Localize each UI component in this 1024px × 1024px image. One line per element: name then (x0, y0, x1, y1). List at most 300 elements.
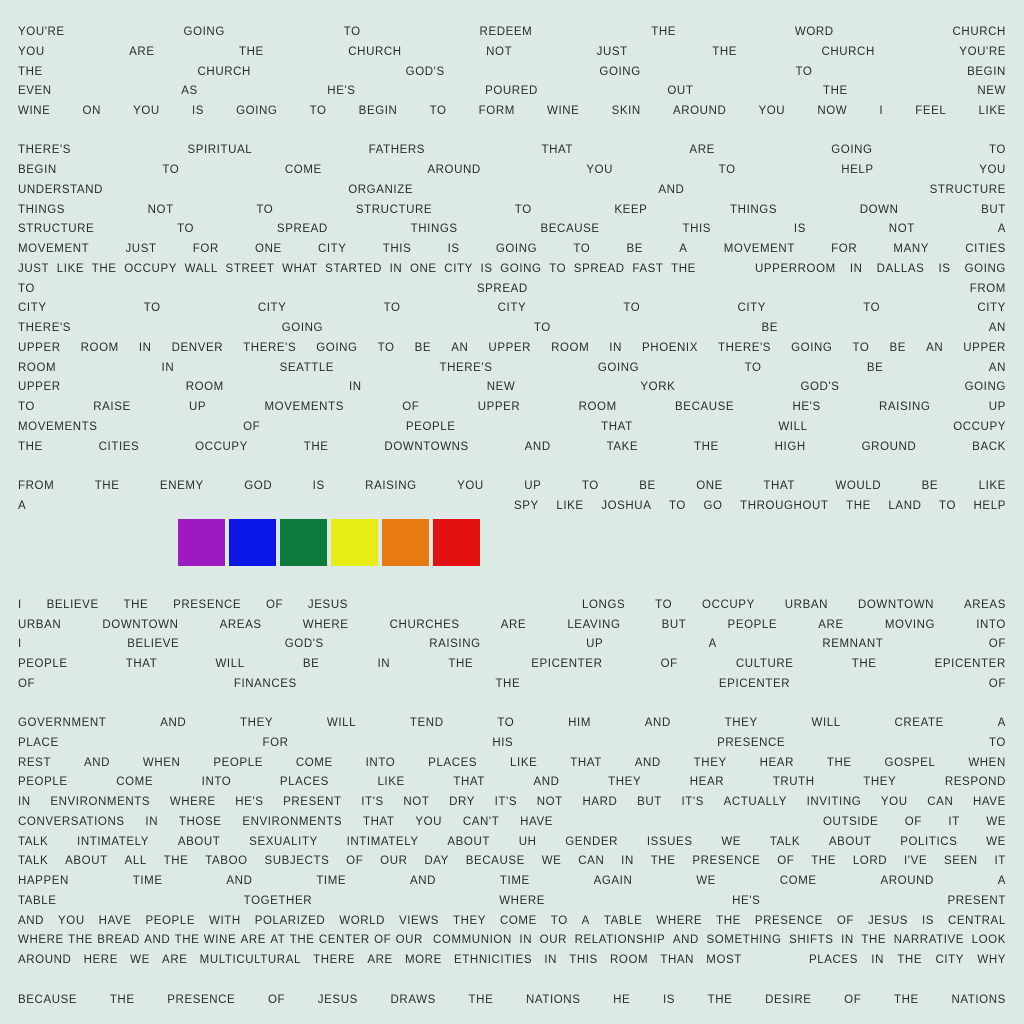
word: PEOPLE (405, 421, 456, 433)
word: TO (18, 283, 35, 295)
word: RAISE (93, 401, 131, 413)
word: TO (669, 500, 686, 512)
word: GOING (791, 342, 833, 354)
word: LOOK (971, 934, 1006, 946)
word: REST (18, 757, 52, 769)
word: TOGETHER (243, 895, 313, 907)
swatch-purple (178, 519, 225, 566)
word: CITY (18, 302, 47, 314)
word: LIKE (377, 776, 405, 788)
word: PRESENCE (754, 915, 823, 927)
text-line-segment (433, 934, 1006, 946)
word: TO (573, 243, 591, 255)
word: WE (986, 816, 1006, 828)
word: GO (703, 500, 723, 512)
word: WHY (977, 954, 1006, 966)
word: AND (226, 875, 253, 887)
word: AND (658, 184, 685, 196)
word: PEOPLE (18, 658, 68, 670)
word: SOMETHING (706, 934, 782, 946)
word: THE (851, 658, 877, 670)
word: FORM (478, 105, 515, 117)
word: ONE (696, 480, 723, 492)
word: FOR (831, 243, 858, 255)
word: ROOM (610, 954, 649, 966)
word: CITY (977, 302, 1006, 314)
word: IN (389, 263, 403, 275)
word: THROUGHOUT (740, 500, 829, 512)
word: PRESENCE (167, 994, 236, 1006)
word: HE'S (792, 401, 821, 413)
word: CAN (578, 855, 605, 867)
word: A (679, 243, 688, 255)
word: URBAN (18, 619, 62, 631)
word: COME (295, 757, 333, 769)
word: COME (116, 776, 154, 788)
word: POLITICS (900, 836, 958, 848)
text-line (18, 893, 1006, 909)
word: BE (889, 342, 907, 354)
word: WINE (203, 934, 237, 946)
word: HAVE (520, 816, 553, 828)
word: NATIONS (526, 994, 581, 1006)
text-line (18, 340, 1006, 356)
word: THEY (608, 776, 642, 788)
word: FROM (969, 283, 1006, 295)
word: INTIMATELY (346, 836, 419, 848)
word: THE (826, 757, 852, 769)
word: BACK (972, 441, 1006, 453)
word: BEGIN (967, 66, 1006, 78)
word: AROUND (427, 164, 481, 176)
word: OCCUPY (702, 599, 755, 611)
word: OF (988, 678, 1006, 690)
swatch-green (280, 519, 327, 566)
word: THERE (313, 954, 356, 966)
word: A (997, 875, 1006, 887)
word: WE (541, 855, 562, 867)
word: IT (994, 855, 1006, 867)
word: GOD'S (405, 66, 445, 78)
word: FOR (262, 737, 289, 749)
text-line (18, 182, 1006, 198)
word: WHERE (302, 619, 349, 631)
word: YOU (415, 816, 443, 828)
word: I (18, 599, 22, 611)
word: RESPOND (944, 776, 1006, 788)
word: AND (672, 934, 699, 946)
text-line (18, 755, 1006, 771)
word: MOVING (884, 619, 936, 631)
word: STREET (225, 263, 275, 275)
word: WILL (215, 658, 245, 670)
word: UPPER (18, 342, 61, 354)
text-line (18, 162, 1006, 178)
word: CITY (444, 263, 473, 275)
text-line (18, 320, 1006, 336)
word: TO (581, 480, 599, 492)
word: BUT (981, 204, 1006, 216)
word: TO (550, 915, 568, 927)
word: CAN (927, 796, 954, 808)
word: IT'S (681, 796, 704, 808)
word: GOING (597, 362, 640, 374)
word: LIKE (978, 480, 1006, 492)
word: THEY (452, 915, 487, 927)
word: TO (256, 204, 274, 216)
word: OF (904, 816, 922, 828)
word: YOU (18, 46, 45, 58)
word: THE (163, 855, 189, 867)
word: STARTED (325, 263, 382, 275)
text-line (18, 379, 1006, 395)
word: TO (744, 362, 762, 374)
word: IN (377, 658, 391, 670)
word: THINGS (18, 204, 66, 216)
word: CAN'T (462, 816, 500, 828)
word: WINE (547, 105, 580, 117)
word: WOULD (835, 480, 882, 492)
word: AN (451, 342, 469, 354)
word: OF (402, 401, 420, 413)
word: PRESENCE (717, 737, 786, 749)
word: HIS (492, 737, 514, 749)
word: THE (707, 994, 733, 1006)
word: REDEEM (479, 26, 533, 38)
word: MOST (706, 954, 742, 966)
word: DOWNTOWN (102, 619, 179, 631)
word: GROUND (861, 441, 917, 453)
word: AN (988, 322, 1006, 334)
word: BUT (637, 796, 662, 808)
word: THOSE (178, 816, 222, 828)
word: DOWN (859, 204, 899, 216)
swatch-blue (229, 519, 276, 566)
word: CHURCH (197, 66, 251, 78)
word: PRESENCE (692, 855, 761, 867)
word: INTIMATELY (77, 836, 150, 848)
word: IN (841, 934, 854, 946)
word: AROUND (18, 954, 72, 966)
word: GOD'S (800, 381, 840, 393)
word: MOVEMENT (18, 243, 90, 255)
word: BE (626, 243, 644, 255)
word: OF (374, 934, 392, 946)
word: UP (586, 638, 604, 650)
word: BEGIN (358, 105, 398, 117)
word: THEY (863, 776, 897, 788)
word: OF (267, 994, 286, 1006)
word: THAT (362, 816, 395, 828)
text-line (18, 932, 1006, 948)
word: DENVER (171, 342, 224, 354)
word: AND (18, 915, 45, 927)
word: WINE (18, 105, 51, 117)
word: WITH (209, 915, 241, 927)
word: YOU (586, 164, 614, 176)
word: IN (138, 342, 152, 354)
word: IS (938, 263, 951, 275)
word: BE (639, 480, 656, 492)
word: SPY (514, 500, 539, 512)
text-line (18, 64, 1006, 80)
word: I'VE (903, 855, 928, 867)
word: POURED (485, 85, 538, 97)
word: THE (712, 46, 738, 58)
word: CITIES (965, 243, 1006, 255)
word: SPREAD (573, 263, 625, 275)
word: THE (109, 994, 135, 1006)
word: AN (988, 362, 1006, 374)
word: CHURCH (348, 46, 402, 58)
word: THAT (601, 421, 633, 433)
word: WORD (794, 26, 834, 38)
word: PRESENT (947, 895, 1006, 907)
word: GENDER (565, 836, 619, 848)
word: THE (91, 263, 117, 275)
text-line (18, 814, 1006, 830)
text-line (18, 992, 1006, 1008)
word: TAKE (606, 441, 639, 453)
word: TIME (316, 875, 347, 887)
word: TO (655, 599, 673, 611)
word: CITY (317, 243, 347, 255)
word: TALK (769, 836, 801, 848)
word: HEAR (689, 776, 725, 788)
word: REMNANT (822, 638, 884, 650)
word: ROOM (578, 401, 617, 413)
word: TALK (18, 855, 49, 867)
word: NATIONS (951, 994, 1006, 1006)
word: MANY (893, 243, 930, 255)
word: IS (312, 480, 325, 492)
word: DOWNTOWNS (384, 441, 469, 453)
word: ONE (255, 243, 282, 255)
word: THERE'S (18, 144, 72, 156)
word: AGAIN (593, 875, 633, 887)
word: IN (849, 263, 863, 275)
word: TABOO (205, 855, 248, 867)
word: GOING (964, 263, 1006, 275)
word: LAND (888, 500, 922, 512)
word: THE (94, 480, 120, 492)
word: YOU (979, 164, 1006, 176)
word: MORE (404, 954, 442, 966)
word: ROOM (185, 381, 224, 393)
word: IT'S (361, 796, 384, 808)
word: ABOUT (177, 836, 221, 848)
word: PLACE (18, 737, 59, 749)
word: NEW (486, 381, 516, 393)
word: TO (143, 302, 161, 314)
word: YOU'RE (959, 46, 1006, 58)
word: TALK (18, 836, 49, 848)
word: WILL (326, 717, 357, 729)
word: YORK (640, 381, 676, 393)
word: CITY (737, 302, 767, 314)
text-line (18, 913, 1006, 929)
word: WHAT (282, 263, 318, 275)
text-line (18, 399, 1006, 415)
word: MOVEMENT (723, 243, 795, 255)
word: THIS (569, 954, 598, 966)
swatch-red (433, 519, 480, 566)
word: GOING (599, 66, 641, 78)
word: THAT (570, 757, 602, 769)
word: AND (160, 717, 187, 729)
word: PHOENIX (642, 342, 698, 354)
word: EVEN (18, 85, 52, 97)
word: CHURCH (952, 26, 1006, 38)
word: GOD'S (284, 638, 324, 650)
word: FEEL (915, 105, 947, 117)
word: POLARIZED (254, 915, 326, 927)
text-line (18, 715, 1006, 731)
word: SEXUALITY (249, 836, 318, 848)
word: THIS (382, 243, 412, 255)
text-line (18, 241, 1006, 257)
word: WE (721, 836, 742, 848)
word: TO (939, 500, 956, 512)
text-line-segment (514, 500, 1006, 512)
word: IN (621, 855, 634, 867)
word: URBAN (784, 599, 829, 611)
word: YOU (133, 105, 160, 117)
word: THE (18, 66, 43, 78)
word: ALL (124, 855, 147, 867)
word: EPICENTER (718, 678, 791, 690)
word: OF (660, 658, 678, 670)
text-line (18, 419, 1006, 435)
word: JESUS (307, 599, 348, 611)
word: NOT (536, 796, 563, 808)
word: TO (309, 105, 327, 117)
word: YOU'RE (18, 26, 65, 38)
word: I (879, 105, 884, 117)
word: FINANCES (233, 678, 297, 690)
word: WHERE (499, 895, 546, 907)
word: ARE (240, 934, 267, 946)
word: AND (524, 441, 551, 453)
word: NOT (403, 796, 430, 808)
word: THE (123, 599, 149, 611)
word: INVITING (806, 796, 862, 808)
word: HE'S (327, 85, 356, 97)
word: SKIN (611, 105, 641, 117)
word: COME (779, 875, 817, 887)
word: RAISING (365, 480, 417, 492)
word: OF (988, 638, 1006, 650)
text-line (18, 735, 1006, 751)
word: JUST (596, 46, 628, 58)
word: UP (189, 401, 207, 413)
text-line-segment (582, 599, 1006, 611)
word: LIKE (556, 500, 584, 512)
word: ISSUES (646, 836, 693, 848)
word: ONE (409, 263, 437, 275)
word: CITIES (98, 441, 140, 453)
text-line (18, 676, 1006, 692)
word: CITY (497, 302, 527, 314)
word: OF (844, 994, 862, 1006)
word: RELATIONSHIP (574, 934, 666, 946)
word: OF (777, 855, 795, 867)
word: IN (18, 796, 31, 808)
word: TIME (132, 875, 163, 887)
word: PEOPLE (727, 619, 778, 631)
word: FROM (18, 480, 55, 492)
word: GOING (964, 381, 1006, 393)
word: AN (926, 342, 944, 354)
word: UPPER (18, 381, 61, 393)
text-line (18, 439, 1006, 455)
word: WE (130, 954, 150, 966)
word: SPREAD (276, 223, 328, 235)
word: WHEN (142, 757, 181, 769)
word: EPICENTER (934, 658, 1006, 670)
word: OUTSIDE (823, 816, 879, 828)
word: TO (177, 223, 195, 235)
word: THEY (724, 717, 758, 729)
word: INTO (365, 757, 396, 769)
word: WHERE (656, 915, 703, 927)
word: THIS (682, 223, 712, 235)
word: UPPER (488, 342, 532, 354)
word: SEEN (943, 855, 978, 867)
word: INTO (201, 776, 232, 788)
word: THE (174, 934, 200, 946)
word: ENVIRONMENTS (242, 816, 343, 828)
word: ARE (367, 954, 393, 966)
word: AREAS (963, 599, 1006, 611)
text-line (18, 281, 1006, 297)
word: OUR (539, 934, 568, 946)
word: YOU (457, 480, 484, 492)
word: BE (866, 362, 884, 374)
word: HE'S (235, 796, 264, 808)
word: BELIEVE (127, 638, 180, 650)
word: TO (497, 717, 515, 729)
word: OUR (395, 934, 423, 946)
word: BE (302, 658, 320, 670)
word: BREAD (97, 934, 140, 946)
word: UH (518, 836, 537, 848)
word: GOING (236, 105, 278, 117)
word: OUT (667, 85, 694, 97)
text-line-segment (809, 954, 1006, 966)
word: AND (410, 875, 437, 887)
word: UP (524, 480, 542, 492)
word: THE (495, 678, 521, 690)
word: UPPER (477, 401, 521, 413)
word: CONVERSATIONS (18, 816, 125, 828)
word: JUST (18, 263, 50, 275)
word: THE (861, 934, 887, 946)
word: GOING (831, 144, 873, 156)
word: THE (811, 855, 836, 867)
word: IS (662, 994, 676, 1006)
word: EPICENTER (531, 658, 603, 670)
word: GOVERNMENT (18, 717, 107, 729)
word: ACTUALLY (723, 796, 788, 808)
word: WILL (811, 717, 841, 729)
word: THINGS (730, 204, 778, 216)
text-line (18, 261, 1006, 277)
word: GOING (183, 26, 225, 38)
word: HE'S (732, 895, 761, 907)
word: ROOM (551, 342, 590, 354)
text-line (18, 478, 1006, 494)
